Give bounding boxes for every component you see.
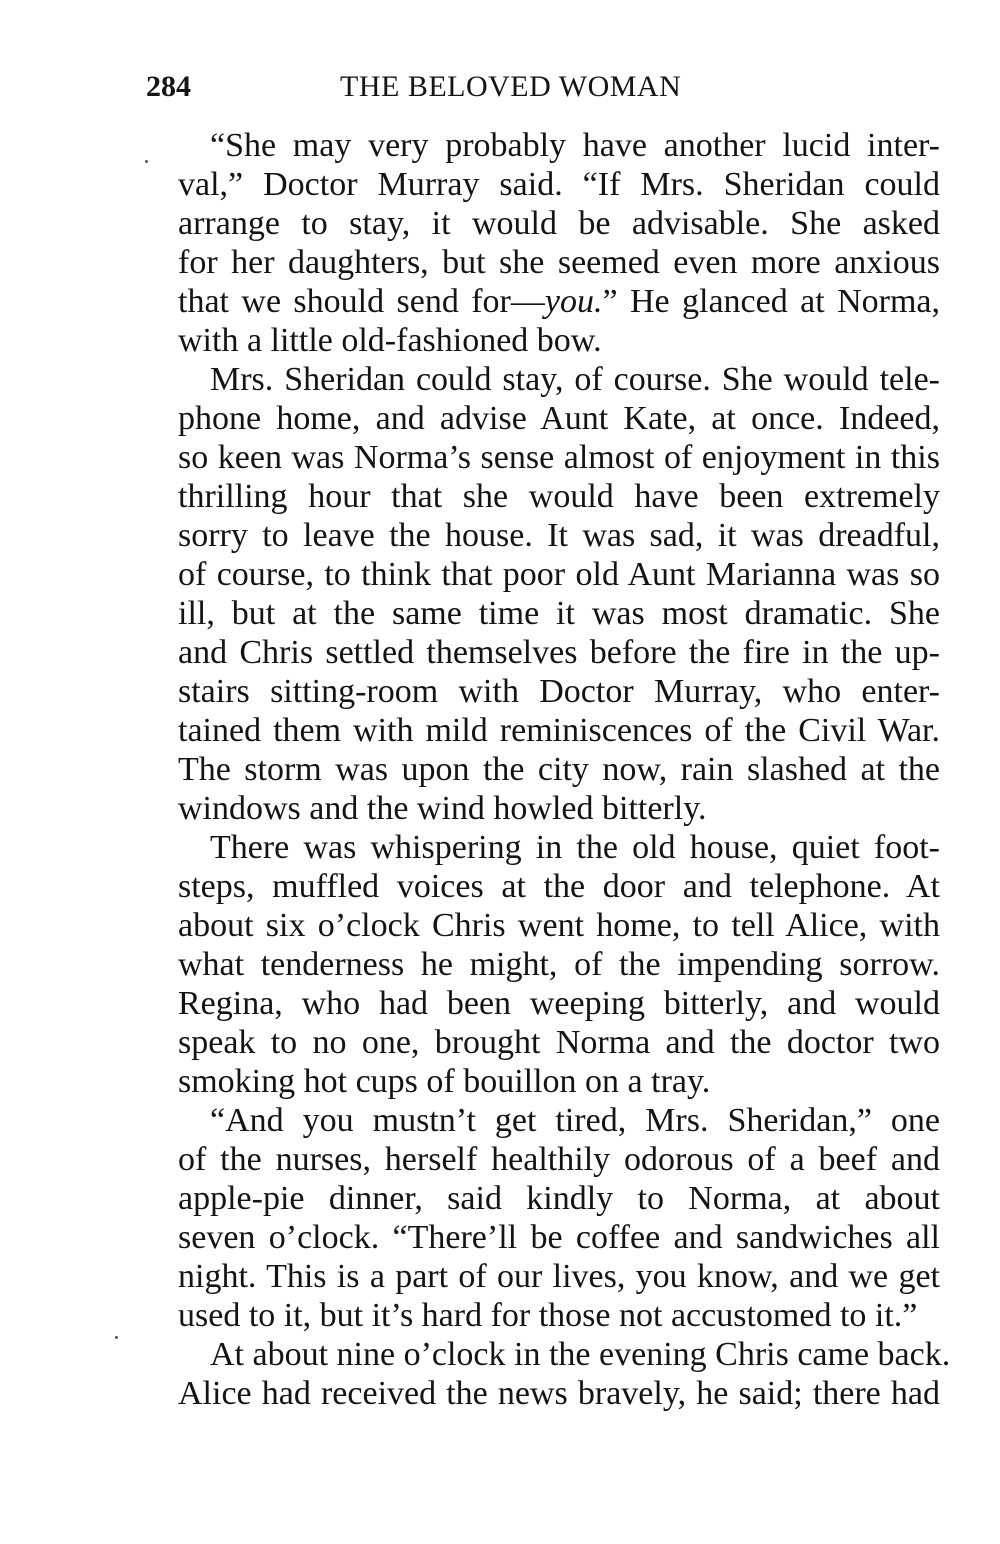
text-line: seven o’clock. “There’ll be coffee and sandwiches all [178,1219,940,1256]
text-line: “And you mustn’t get tired, Mrs. Sheridan,” one [210,1102,940,1139]
text-line: of the nurses, herself healthily odorous of a beef and [178,1141,940,1178]
text-line: Mrs. Sheridan could stay, of course. She would tele- [210,361,940,398]
text-line: val,” Doctor Murray said. “If Mrs. Sheridan could [178,166,940,203]
body-text [146,126,951,1413]
text-line: used to it, but it’s hard for those not accustomed to it.” [178,1297,918,1334]
text-line: thrilling hour that she would have been extremely [178,478,940,515]
text-line: At about nine o’clock in the evening Chris came back. [210,1336,951,1373]
page-header [146,70,940,114]
paragraph-3 [146,828,940,1101]
page-number: 284 [146,70,191,103]
text-line: stairs sitting-room with Doctor Murray, who enter- [178,673,940,710]
text-line: night. This is a part of our lives, you know, and we get [178,1258,940,1295]
text-line: sorry to leave the house. It was sad, it was dreadful, [178,517,940,554]
text-line: and Chris settled themselves before the fire in the up- [178,634,940,671]
text-line: arrange to stay, it would be advisable. She asked [178,205,940,242]
text-line: phone home, and advise Aunt Kate, at once. Indeed, [178,400,940,437]
scan-speck [145,160,148,163]
text-line: what tenderness he might, of the impending sorrow. [178,946,940,983]
text-line: about six o’clock Chris went home, to tell Alice, with [178,907,940,944]
text-line: Alice had received the news bravely, he said; there had [178,1375,940,1412]
text-line: There was whispering in the old house, quiet foot- [210,829,940,866]
text-line [146,282,940,321]
text-line: windows and the wind howled bitterly. [178,790,707,827]
text-line: ill, but at the same time it was most dramatic. She [178,595,940,632]
paragraph-1 [146,126,940,360]
paragraph-2 [146,360,940,828]
running-head: THE BELOVED WOMAN [340,70,682,103]
text-line: steps, muffled voices at the door and telephone. At [178,868,940,905]
paragraph-4 [146,1101,940,1335]
text-line: tained them with mild reminiscences of the Civil War. [178,712,940,749]
text-line: “She may very probably have another lucid inter- [210,127,940,164]
text-line: of course, to think that poor old Aunt Marianna was so [178,556,940,593]
text-line: with a little old-fashioned bow. [178,322,602,359]
text-line: apple-pie dinner, said kindly to Norma, at about [178,1180,940,1217]
text-line: The storm was upon the city now, rain slashed at the [178,751,940,788]
text-line: for her daughters, but she seemed even more anxious [178,244,940,281]
text-line: so keen was Norma’s sense almost of enjoyment in this [178,439,940,476]
text-line: smoking hot cups of bouillon on a tray. [178,1063,711,1100]
scan-speck [115,1336,118,1339]
text-line: Regina, who had been weeping bitterly, and would [178,985,940,1022]
text-segment: ” He glanced at Norma, [602,283,940,320]
emphasized-word: you. [544,283,603,320]
paragraph-5 [146,1335,951,1413]
text-segment: that we should send for— [178,283,545,320]
text-line: speak to no one, brought Norma and the doctor two [178,1024,940,1061]
